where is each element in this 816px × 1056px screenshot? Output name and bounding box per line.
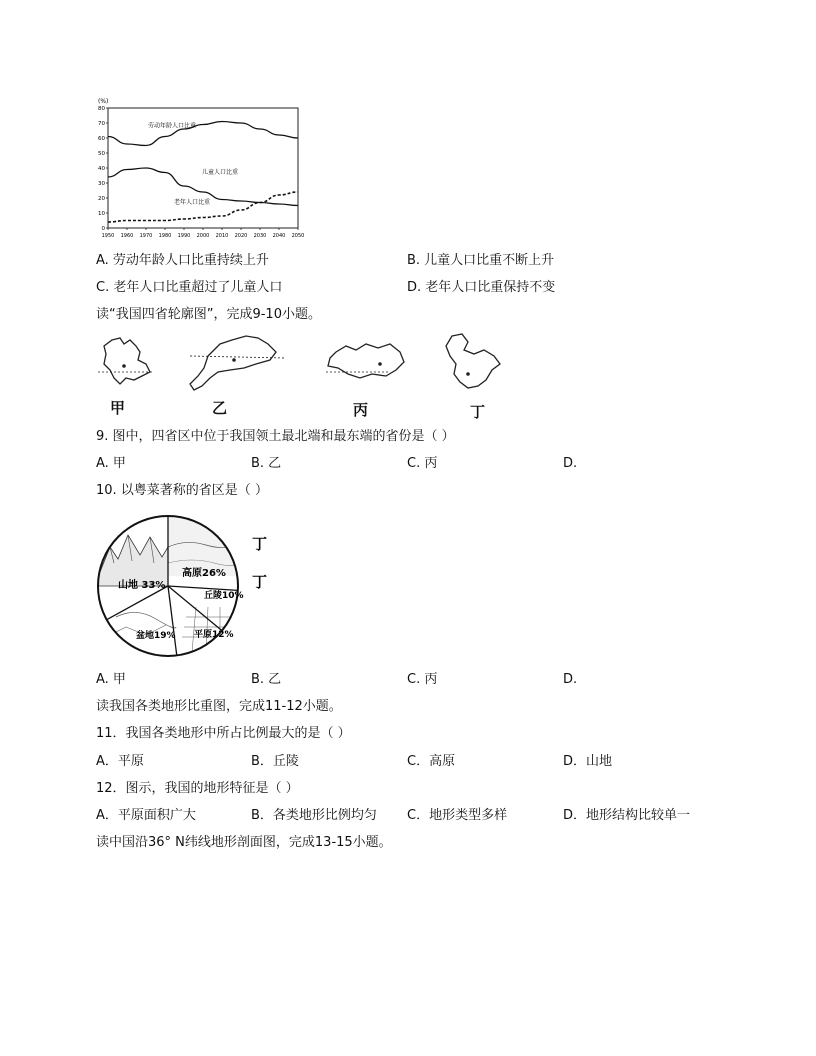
q11-option-b[interactable]: B．丘陵 (251, 754, 299, 769)
province-outlines (90, 330, 530, 410)
q12-option-c[interactable]: C．地形类型多样 (407, 808, 508, 823)
q10-option-d[interactable]: D. (563, 672, 578, 687)
y-tick-label: 40 (98, 166, 105, 172)
x-tick-label: 2030 (253, 233, 267, 239)
q11-option-a[interactable]: A．平原 (96, 754, 144, 769)
province-outline-ding (446, 334, 500, 388)
y-tick-label: 70 (98, 121, 105, 127)
q9-option-a[interactable]: A. 甲 (96, 456, 126, 471)
pie-side-mark-1: 丁 (252, 535, 268, 553)
y-tick-label: 50 (98, 151, 105, 157)
q9-option-d[interactable]: D. (563, 456, 578, 471)
q12-stem: 12．图示，我国的地形特征是（ ） (96, 781, 299, 796)
y-unit-label: (%) (98, 98, 109, 105)
population-line-chart (92, 94, 314, 242)
q9-stem: 9. 图中，四省区中位于我国领土最北端和最东端的省份是（ ） (96, 429, 455, 444)
pie-label-mountain: 山地 33% (118, 580, 166, 591)
province-label-bing: 丙 (353, 401, 369, 419)
q11-option-d[interactable]: D．山地 (563, 754, 613, 769)
pie-label-plain: 平原12% (194, 630, 234, 640)
pie-label-basin: 盆地19% (136, 631, 176, 641)
y-tick-label: 10 (98, 211, 105, 217)
q11-stem: 11．我国各类地形中所占比例最大的是（ ） (96, 726, 351, 741)
q8-option-d[interactable]: D. 老年人口比重保持不变 (407, 280, 556, 295)
x-tick-label: 1980 (158, 233, 172, 239)
pie-slice-divider (168, 586, 177, 655)
x-tick-label: 1990 (177, 233, 191, 239)
province-outline-bing (326, 344, 404, 378)
q11-option-c[interactable]: C．高原 (407, 754, 456, 769)
q10-option-c[interactable]: C. 丙 (407, 672, 438, 687)
x-tick-label: 2020 (234, 233, 248, 239)
y-tick-label: 60 (98, 136, 105, 142)
pie-side-mark-2: 丁 (252, 573, 268, 591)
pie-label-plateau: 高原26% (182, 568, 226, 579)
series-line-3 (108, 192, 298, 222)
terrain-pie-chart (96, 507, 276, 663)
x-tick-label: 1970 (139, 233, 153, 239)
province-label-yi: 乙 (212, 399, 228, 417)
province-outline-yi (190, 336, 286, 390)
q10-option-a[interactable]: A. 甲 (96, 672, 126, 687)
x-tick-label: 1950 (101, 233, 115, 239)
chart-plot-frame (108, 108, 298, 228)
series-label-1: 劳动年龄人口比重 (148, 122, 197, 130)
q12-option-a[interactable]: A．平原面积广大 (96, 808, 196, 823)
province-label-ding: 丁 (470, 403, 486, 421)
intro-9-10: 读“我国四省轮廓图”，完成9-10小题。 (96, 307, 321, 322)
series-label-2: 儿童人口比重 (202, 169, 239, 176)
q8-option-c[interactable]: C. 老年人口比重超过了儿童人口 (96, 280, 283, 295)
q9-option-c[interactable]: C. 丙 (407, 456, 438, 471)
q10-option-b[interactable]: B. 乙 (251, 672, 282, 687)
province-outline-jia (98, 338, 154, 384)
y-tick-label: 20 (98, 196, 105, 202)
x-tick-label: 2010 (215, 233, 229, 239)
intro-11-12: 读我国各类地形比重图，完成11-12小题。 (96, 699, 342, 714)
q12-option-d[interactable]: D．地形结构比较单一 (563, 808, 691, 823)
intro-13-15: 读中国沿36° N纬线地形剖面图，完成13-15小题。 (96, 835, 392, 850)
q8-option-a[interactable]: A. 劳动年龄人口比重持续上升 (96, 253, 269, 268)
province-label-jia: 甲 (110, 399, 126, 417)
y-tick-label: 30 (98, 181, 105, 187)
pie-label-hill: 丘陵10% (204, 591, 244, 601)
q12-option-b[interactable]: B．各类地形比例均匀 (251, 808, 377, 823)
y-tick-label: 0 (101, 226, 105, 232)
pie-slice-divider (168, 586, 238, 590)
x-tick-label: 2040 (272, 233, 286, 239)
y-tick-label: 80 (98, 106, 105, 112)
series-label-3: 老年人口比重 (174, 199, 211, 206)
x-tick-label: 2050 (291, 233, 305, 239)
series-line-1 (108, 122, 298, 146)
q8-option-b[interactable]: B. 儿童人口比重不断上升 (407, 253, 555, 268)
q9-option-b[interactable]: B. 乙 (251, 456, 282, 471)
pie-slice-divider (107, 586, 168, 620)
x-tick-label: 2000 (196, 233, 210, 239)
x-tick-label: 1960 (120, 233, 134, 239)
q10-stem: 10. 以粤菜著称的省区是（ ） (96, 483, 268, 498)
